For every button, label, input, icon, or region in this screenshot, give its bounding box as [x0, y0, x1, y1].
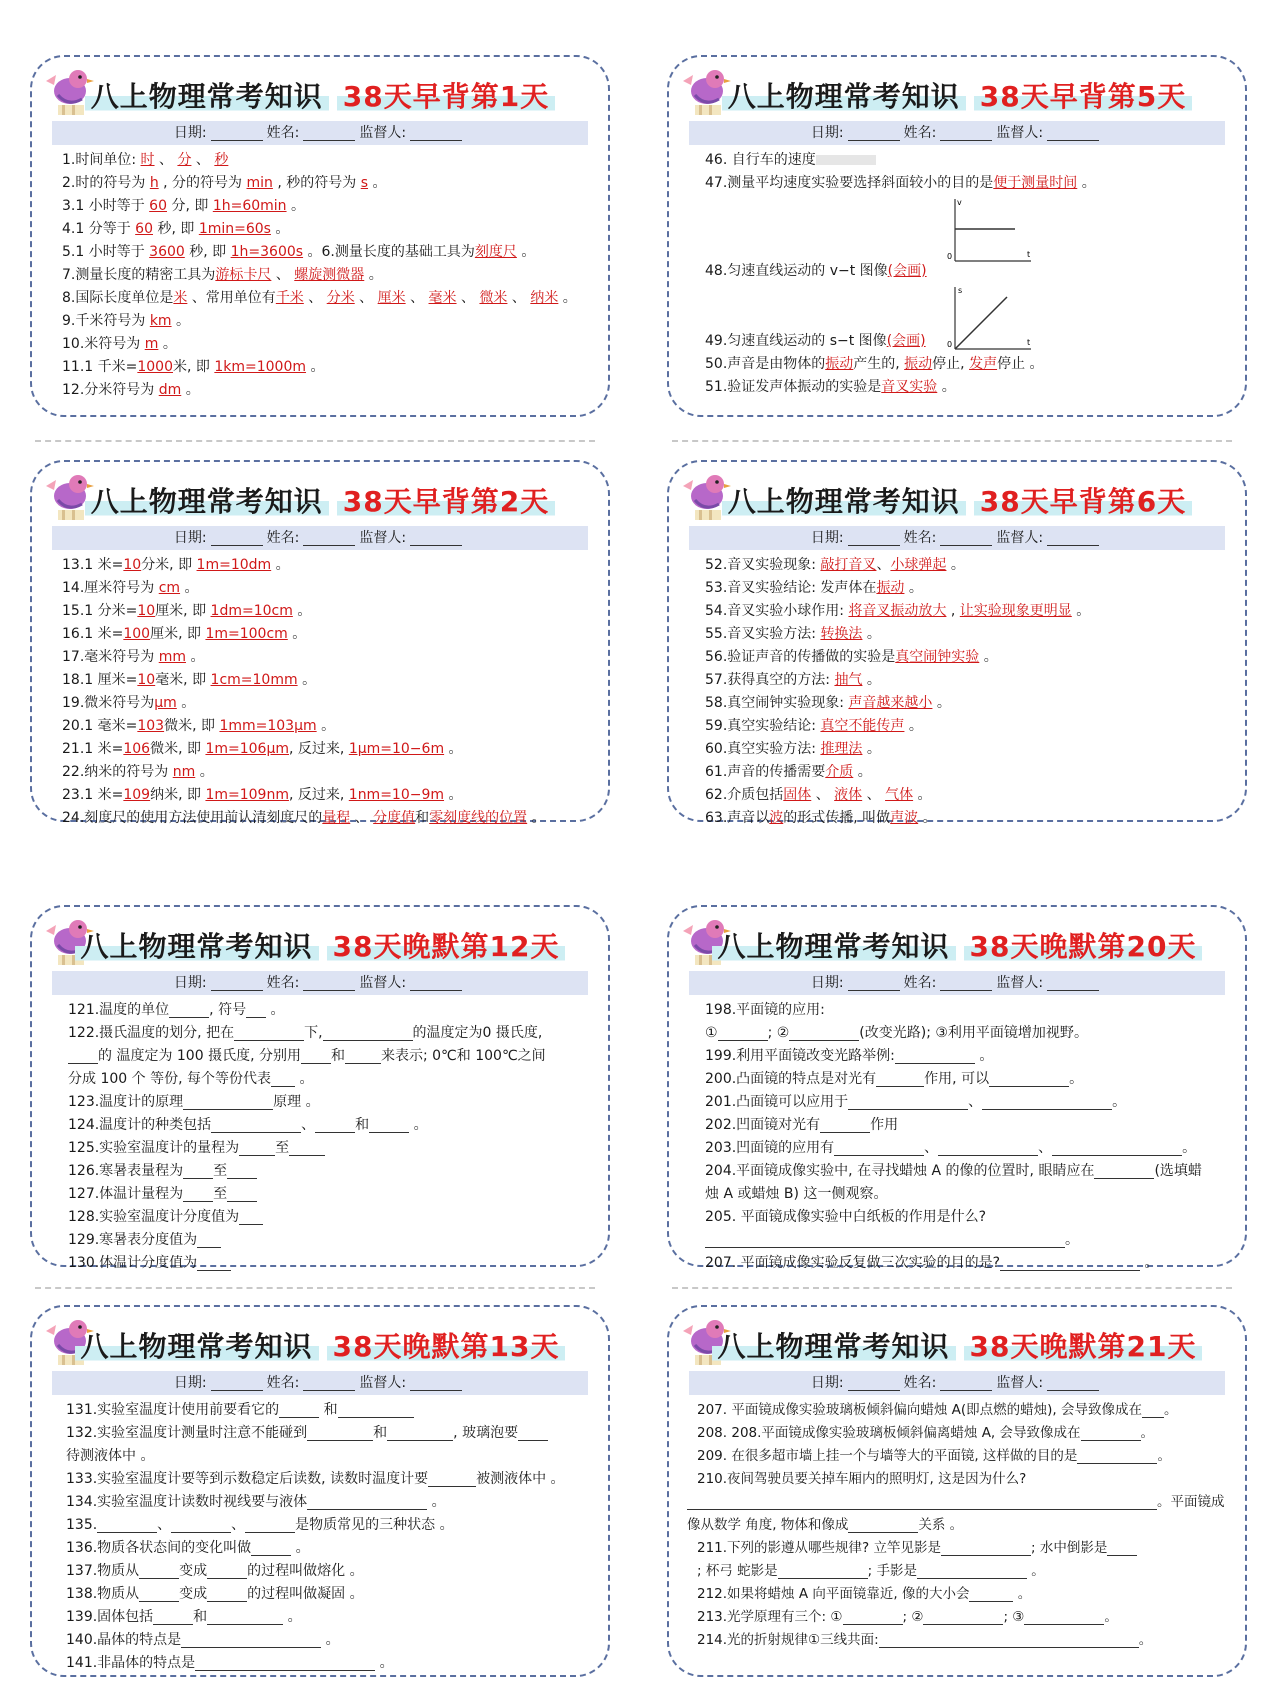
list-item: 1.时间单位: 时 、 分 、 秒: [62, 152, 229, 168]
list-item: 57.获得真空的方法: 抽气 。: [705, 672, 881, 688]
card-body: [705, 149, 1227, 399]
card-day-5: [667, 55, 1247, 417]
list-item-text: 49.匀速直线运动的 s−t 图像(会画): [705, 333, 926, 349]
list-item: 52.音叉实验现象: 敲打音叉、小球弹起 。: [705, 557, 965, 573]
blank[interactable]: [183, 1187, 213, 1202]
title-main: 八上物理常考知识: [75, 1330, 319, 1363]
name-blank[interactable]: [940, 126, 992, 141]
list-item: 51.验证发声体振动的实验是音叉实验 。: [705, 379, 956, 395]
blank[interactable]: [211, 1118, 301, 1133]
card-day-21: [667, 1305, 1247, 1677]
card-day-2: [30, 460, 610, 826]
list-item: 127.体温计量程为 至: [68, 1183, 590, 1206]
list-item: 50.声音是由物体的振动产生的, 振动停止, 发声停止 。: [705, 356, 1044, 372]
blank[interactable]: [197, 1233, 221, 1248]
blank[interactable]: [289, 1141, 325, 1156]
card-body: [705, 554, 1227, 830]
title-sub: 38天早背第6天: [974, 485, 1192, 518]
blank[interactable]: [705, 1233, 1065, 1248]
supervisor-blank[interactable]: [1047, 1376, 1099, 1391]
separator: [35, 1287, 595, 1289]
supervisor-blank[interactable]: [410, 126, 462, 141]
blank[interactable]: [183, 1095, 273, 1110]
blank[interactable]: [239, 1141, 275, 1156]
list-item: 63.声音以波的形式传播, 叫做声波 。: [705, 810, 937, 826]
list-item: 2.时的符号为 h , 分的符号为 min , 秒的符号为 s 。: [62, 175, 387, 191]
axis-label-s: s: [958, 286, 963, 295]
list-item: 211.下列的影遵从哪些规律? 立竿见影是 ; 水中倒影是: [687, 1537, 1235, 1560]
supervisor-label: 监督人:: [359, 1375, 407, 1391]
axis-label-v: v: [957, 198, 962, 207]
blank[interactable]: [246, 1003, 266, 1018]
list-item: 10.米符号为 m 。: [62, 336, 177, 352]
list-item: 201.凸面镜可以应用于 、 。: [705, 1094, 1127, 1110]
list-item: 212.如果将蜡烛 A 向平面镜靠近, 像的大小会 。: [697, 1586, 1032, 1602]
card-body: [705, 999, 1227, 1275]
date-blank[interactable]: [211, 531, 263, 546]
blank[interactable]: [207, 1564, 247, 1579]
name-blank[interactable]: [940, 531, 992, 546]
name-label: 姓名:: [266, 125, 300, 141]
blank[interactable]: [1094, 1164, 1154, 1179]
card-title: [32, 480, 608, 520]
list-item: 128.实验室温度计分度值为: [68, 1206, 590, 1229]
list-item: 131.实验室温度计使用前要看它的 和: [66, 1399, 590, 1422]
supervisor-blank[interactable]: [1047, 126, 1099, 141]
list-item: 9.千米符号为 km 。: [62, 313, 191, 329]
date-blank[interactable]: [848, 1376, 900, 1391]
blank[interactable]: [227, 1187, 257, 1202]
blank[interactable]: [1077, 1449, 1157, 1464]
axis-origin: 0: [947, 340, 953, 349]
supervisor-blank[interactable]: [1047, 976, 1099, 991]
date-label: 日期:: [810, 975, 844, 991]
list-item: 15.1 分米=10厘米, 即 1dm=10cm 。: [62, 603, 312, 619]
list-item: 199.利用平面镜改变光路举例: 。: [705, 1048, 994, 1064]
list-item: 12.分米符号为 dm 。: [62, 382, 200, 398]
title-sub: 38天晚默第21天: [964, 1330, 1203, 1363]
list-item: 138.物质从 变成 的过程叫做凝固 。: [66, 1586, 364, 1602]
date-blank[interactable]: [211, 976, 263, 991]
title-sub: 38天早背第1天: [337, 80, 555, 113]
list-item: 125.实验室温度计的量程为 至: [68, 1137, 590, 1160]
blank[interactable]: [518, 1426, 548, 1441]
list-item: 22.纳米的符号为 nm 。: [62, 764, 214, 780]
list-item: 4.1 分等于 60 秒, 即 1min=60s 。: [62, 221, 290, 237]
title-sub: 38天晚默第13天: [327, 1330, 566, 1363]
list-item: 132.实验室温度计测量时注意不能碰到 和 , 玻璃泡要: [66, 1422, 590, 1445]
supervisor-label: 监督人:: [996, 125, 1044, 141]
blank[interactable]: [876, 1072, 924, 1087]
blank[interactable]: [279, 1403, 319, 1418]
blank[interactable]: [923, 1610, 1003, 1625]
blank[interactable]: [428, 1472, 476, 1487]
date-label: 日期:: [173, 975, 207, 991]
list-item: 141.非晶体的特点是 。: [66, 1655, 394, 1671]
blank[interactable]: [245, 1518, 295, 1533]
blank[interactable]: [843, 1610, 903, 1625]
date-label: 日期:: [810, 125, 844, 141]
list-item: 11.1 千米=1000米, 即 1km=1000m 。: [62, 359, 325, 375]
list-item: 213.光学原理有三个: ① ; ② ; ③ 。: [697, 1609, 1118, 1625]
blank[interactable]: [207, 1610, 283, 1625]
list-item: 62.介质包括固体 、 液体 、 气体 。: [705, 787, 932, 803]
list-item: 23.1 米=109纳米, 即 1m=109nm, 反过来, 1nm=10−9m 。: [62, 787, 463, 803]
card-header-fields: [689, 1371, 1225, 1395]
st-graph: [945, 283, 1035, 353]
blank[interactable]: [139, 1564, 179, 1579]
axis-label-t: t: [1027, 250, 1031, 259]
card-title: [669, 480, 1245, 520]
blank[interactable]: [1107, 1541, 1137, 1556]
supervisor-label: 监督人:: [996, 975, 1044, 991]
list-item: 136.物质各状态间的变化叫做 。: [66, 1540, 310, 1556]
date-label: 日期:: [173, 1375, 207, 1391]
list-item: 209. 在很多超市墙上挂一个与墙等大的平面镜, 这样做的目的是 。: [697, 1448, 1171, 1464]
list-item: 137.物质从 变成 的过程叫做熔化 。: [66, 1563, 364, 1579]
name-blank[interactable]: [940, 976, 992, 991]
name-blank[interactable]: [303, 126, 355, 141]
list-item: 。平面镜成: [687, 1491, 1235, 1514]
blank[interactable]: [778, 1564, 868, 1579]
list-item: 198.平面镜的应用:: [705, 1002, 825, 1018]
blank[interactable]: [1081, 1426, 1141, 1441]
list-item: 133.实验室温度计要等到示数稳定后读数, 读数时温度计要 被测液体中 。: [66, 1471, 565, 1487]
card-header-fields: [689, 971, 1225, 995]
supervisor-blank[interactable]: [410, 1376, 462, 1391]
list-item: 123.温度计的原理 原理 。: [68, 1094, 320, 1110]
separator: [672, 1287, 1232, 1289]
blank[interactable]: [941, 1541, 1031, 1556]
blank[interactable]: [917, 1564, 1027, 1579]
list-item: 烛 A 或蜡烛 B) 这一侧观察。: [705, 1186, 888, 1202]
blank[interactable]: [687, 1495, 1157, 1510]
name-label: 姓名:: [903, 530, 937, 546]
list-item: 20.1 毫米=103微米, 即 1mm=103μm 。: [62, 718, 336, 734]
supervisor-label: 监督人:: [359, 975, 407, 991]
blank[interactable]: [969, 1587, 1013, 1602]
name-label: 姓名:: [903, 975, 937, 991]
list-item: 14.厘米符号为 cm 。: [62, 580, 199, 596]
list-item: 134.实验室温度计读数时视线要与液体 。: [66, 1494, 446, 1510]
blank[interactable]: [387, 1426, 453, 1441]
blank[interactable]: [207, 1587, 247, 1602]
supervisor-label: 监督人:: [359, 125, 407, 141]
list-item: 202.凹面镜对光有 作用: [705, 1117, 899, 1133]
blank[interactable]: [139, 1587, 179, 1602]
blank[interactable]: [848, 1095, 968, 1110]
title-sub: 38天晚默第20天: [964, 930, 1203, 963]
list-item: 139.固体包括 和 。: [66, 1609, 302, 1625]
name-label: 姓名:: [266, 1375, 300, 1391]
list-item: 129.寒暑表分度值为: [68, 1229, 590, 1252]
list-item: 5.1 小时等于 3600 秒, 即 1h=3600s 。6.测量长度的基础工具为刻度尺 。: [62, 244, 536, 260]
blank[interactable]: [848, 1518, 918, 1533]
blank[interactable]: [938, 1141, 1038, 1156]
card-header-fields: [689, 526, 1225, 550]
blank[interactable]: [234, 1026, 304, 1041]
name-blank[interactable]: [303, 976, 355, 991]
blank[interactable]: [195, 1656, 375, 1671]
name-blank[interactable]: [303, 531, 355, 546]
card-day-6: [667, 460, 1247, 826]
list-item: 。: [705, 1229, 1227, 1252]
blank[interactable]: [271, 1072, 295, 1087]
card-body: [66, 1399, 590, 1675]
blank[interactable]: [989, 1072, 1069, 1087]
list-item: 204.平面镜成像实验中, 在寻找蜡烛 A 的像的位置时, 眼睛应在 (选填蜡: [705, 1163, 1202, 1179]
blank[interactable]: [97, 1518, 157, 1533]
list-item: 7.测量长度的精密工具为游标卡尺 、 螺旋测微器 。: [62, 267, 383, 283]
card-body: [62, 554, 590, 830]
list-item: 130.体温计分度值为: [68, 1252, 590, 1275]
blank[interactable]: [169, 1003, 209, 1018]
blank[interactable]: [153, 1610, 193, 1625]
blank[interactable]: [1052, 1141, 1182, 1156]
axis-origin: 0: [947, 252, 953, 261]
blank[interactable]: [820, 1118, 870, 1133]
blank[interactable]: [315, 1118, 355, 1133]
list-item: 58.真空闹钟实验现象: 声音越来越小 。: [705, 695, 951, 711]
title-main: 八上物理常考知识: [85, 485, 329, 518]
list-item: 207. 平面镜成像实验反复做三次实验的目的是? 。: [705, 1255, 1159, 1271]
list-item: 53.音叉实验结论: 发声体在振动 。: [705, 580, 923, 596]
list-item: 121.温度的单位 , 符号 。: [68, 1002, 285, 1018]
list-item: 140.晶体的特点是 。: [66, 1632, 340, 1648]
card-title: [32, 925, 608, 965]
blank[interactable]: [171, 1518, 231, 1533]
blank[interactable]: [307, 1495, 427, 1510]
card-header-fields: [52, 121, 588, 145]
list-item: 16.1 米=100厘米, 即 1m=100cm 。: [62, 626, 307, 642]
list-item: 208. 208.平面镜成像实验玻璃板倾斜偏离蜡烛 A, 会导致像成在 。: [697, 1425, 1155, 1441]
date-blank[interactable]: [848, 531, 900, 546]
blank[interactable]: [1024, 1610, 1104, 1625]
list-item: 207. 平面镜成像实验玻璃板倾斜偏向蜡烛 A(即点燃的蜡烛), 会导致像成在 。: [697, 1402, 1178, 1418]
date-blank[interactable]: [211, 126, 263, 141]
list-item: 46. 自行车的速度: [705, 149, 1227, 172]
card-header-fields: [52, 971, 588, 995]
supervisor-label: 监督人:: [996, 530, 1044, 546]
card-body: [62, 149, 590, 402]
date-blank[interactable]: [848, 126, 900, 141]
date-label: 日期:: [173, 530, 207, 546]
blank[interactable]: [181, 1633, 321, 1648]
date-label: 日期:: [810, 1375, 844, 1391]
title-main: 八上物理常考知识: [712, 930, 956, 963]
card-day-1: [30, 55, 610, 417]
supervisor-blank[interactable]: [410, 531, 462, 546]
vt-graph: [945, 195, 1035, 265]
supervisor-blank[interactable]: [1047, 531, 1099, 546]
blank[interactable]: [879, 1633, 1139, 1648]
card-header-fields: [52, 1371, 588, 1395]
list-item: 210.夜间驾驶员要关掉车厢内的照明灯, 这是因为什么?: [697, 1471, 1027, 1487]
separator: [672, 440, 1232, 442]
name-label: 姓名:: [903, 1375, 937, 1391]
title-main: 八上物理常考知识: [722, 485, 966, 518]
list-item: 21.1 米=106微米, 即 1m=106μm, 反过来, 1μm=10−6m 。: [62, 741, 463, 757]
list-item: 124.温度计的种类包括 、 和 。: [68, 1117, 428, 1133]
separator: [35, 440, 595, 442]
list-item: ① ; ② (改变光路); ③利用平面镜增加视野。: [705, 1025, 1088, 1041]
list-item: 47.测量平均速度实验要选择斜面较小的目的是便于测量时间 。: [705, 175, 1096, 191]
blank[interactable]: [338, 1403, 414, 1418]
supervisor-label: 监督人:: [996, 1375, 1044, 1391]
list-item: 18.1 厘米=10毫米, 即 1cm=10mm 。: [62, 672, 317, 688]
card-body: [68, 999, 590, 1275]
blank[interactable]: [1000, 1256, 1140, 1271]
title-main: 八上物理常考知识: [75, 930, 319, 963]
list-item: 122.摄氏温度的划分, 把在 下, 的温度定为0 摄氏度,: [68, 1025, 543, 1041]
supervisor-label: 监督人:: [359, 530, 407, 546]
list-item: 分成 100 个 等份, 每个等份代表 。: [68, 1071, 314, 1087]
card-day-20: [667, 905, 1247, 1271]
title-sub: 38天早背第5天: [974, 80, 1192, 113]
list-item: 56.验证声音的传播做的实验是真空闹钟实验 。: [705, 649, 998, 665]
name-blank[interactable]: [940, 1376, 992, 1391]
card-day-12: [30, 905, 610, 1271]
date-label: 日期:: [173, 125, 207, 141]
blank[interactable]: [239, 1210, 263, 1225]
blurred-region: [816, 155, 876, 165]
blank[interactable]: [68, 1049, 98, 1064]
blank[interactable]: [1142, 1403, 1164, 1418]
blank[interactable]: [834, 1141, 924, 1156]
card-header-fields: [689, 121, 1225, 145]
list-item: 214.光的折射规律①三线共面: 。: [697, 1632, 1153, 1648]
name-blank[interactable]: [303, 1376, 355, 1391]
card-day-13: [30, 1305, 610, 1677]
card-title: [669, 75, 1245, 115]
blank[interactable]: [895, 1049, 975, 1064]
blank[interactable]: [301, 1049, 331, 1064]
title-sub: 38天早背第2天: [337, 485, 555, 518]
list-item: 待测液体中 。: [66, 1448, 155, 1464]
blank[interactable]: [183, 1164, 213, 1179]
card-title: [32, 75, 608, 115]
title-main: 八上物理常考知识: [85, 80, 329, 113]
supervisor-blank[interactable]: [410, 976, 462, 991]
blank[interactable]: [345, 1049, 381, 1064]
list-item: 的 温度定为 100 摄氏度, 分别用 和 来表示; 0℃和 100℃之间: [68, 1045, 590, 1068]
card-title: [32, 1325, 608, 1365]
list-item: 55.音叉实验方法: 转换法 。: [705, 626, 881, 642]
list-item: 13.1 米=10分米, 即 1m=10dm 。: [62, 557, 290, 573]
list-item: 59.真空实验结论: 真空不能传声 。: [705, 718, 923, 734]
list-item: 8.国际长度单位是米 、常用单位有千米 、 分米 、 厘米 、 毫米 、 微米 、 纳米 。: [62, 290, 577, 306]
list-item: ; 杯弓 蛇影是 ; 手影是 。: [697, 1563, 1045, 1579]
list-item: 200.凸面镜的特点是对光有 作用, 可以 。: [705, 1071, 1084, 1087]
blank[interactable]: [789, 1026, 859, 1041]
title-main: 八上物理常考知识: [722, 80, 966, 113]
list-item: 126.寒暑表量程为 至: [68, 1160, 590, 1183]
blank[interactable]: [982, 1095, 1112, 1110]
name-label: 姓名:: [266, 975, 300, 991]
title-sub: 38天晚默第12天: [327, 930, 566, 963]
list-item: 205. 平面镜成像实验中白纸板的作用是什么?: [705, 1209, 987, 1225]
list-item: 54.音叉实验小球作用: 将音叉振动放大 , 让实验现象更明显 。: [705, 603, 1091, 619]
card-title: [669, 925, 1245, 965]
card-header-fields: [52, 526, 588, 550]
name-label: 姓名:: [903, 125, 937, 141]
blank[interactable]: [251, 1541, 291, 1556]
list-item: [705, 283, 1227, 353]
title-main: 八上物理常考知识: [712, 1330, 956, 1363]
list-item: 像从数学 角度, 物体和像成 关系 。: [687, 1517, 964, 1533]
list-item: 19.微米符号为μm 。: [62, 695, 196, 711]
blank[interactable]: [227, 1164, 257, 1179]
list-item: 203.凹面镜的应用有 、 、 。: [705, 1140, 1197, 1156]
axis-label-t: t: [1027, 338, 1031, 347]
list-item: 135. 、 、 是物质常见的三种状态 。: [66, 1517, 454, 1533]
list-item: 60.真空实验方法: 推理法 。: [705, 741, 881, 757]
name-label: 姓名:: [266, 530, 300, 546]
date-blank[interactable]: [848, 976, 900, 991]
list-item: [705, 195, 1227, 283]
blank[interactable]: [369, 1118, 409, 1133]
list-item: 24.刻度尺的使用方法使用前认清刻度尺的量程 、 分度值和零刻度线的位置 。: [62, 810, 546, 826]
blank[interactable]: [323, 1026, 413, 1041]
blank[interactable]: [718, 1026, 768, 1041]
blank[interactable]: [197, 1256, 231, 1271]
date-label: 日期:: [810, 530, 844, 546]
date-blank[interactable]: [211, 1376, 263, 1391]
list-item: 17.毫米符号为 mm 。: [62, 649, 205, 665]
list-item: 61.声音的传播需要介质 。: [705, 764, 872, 780]
blank[interactable]: [307, 1426, 373, 1441]
card-title: [669, 1325, 1245, 1365]
card-body: [687, 1399, 1235, 1652]
list-item: 3.1 小时等于 60 分, 即 1h=60min 。: [62, 198, 305, 214]
list-item-text: 48.匀速直线运动的 v−t 图像(会画): [705, 263, 927, 279]
